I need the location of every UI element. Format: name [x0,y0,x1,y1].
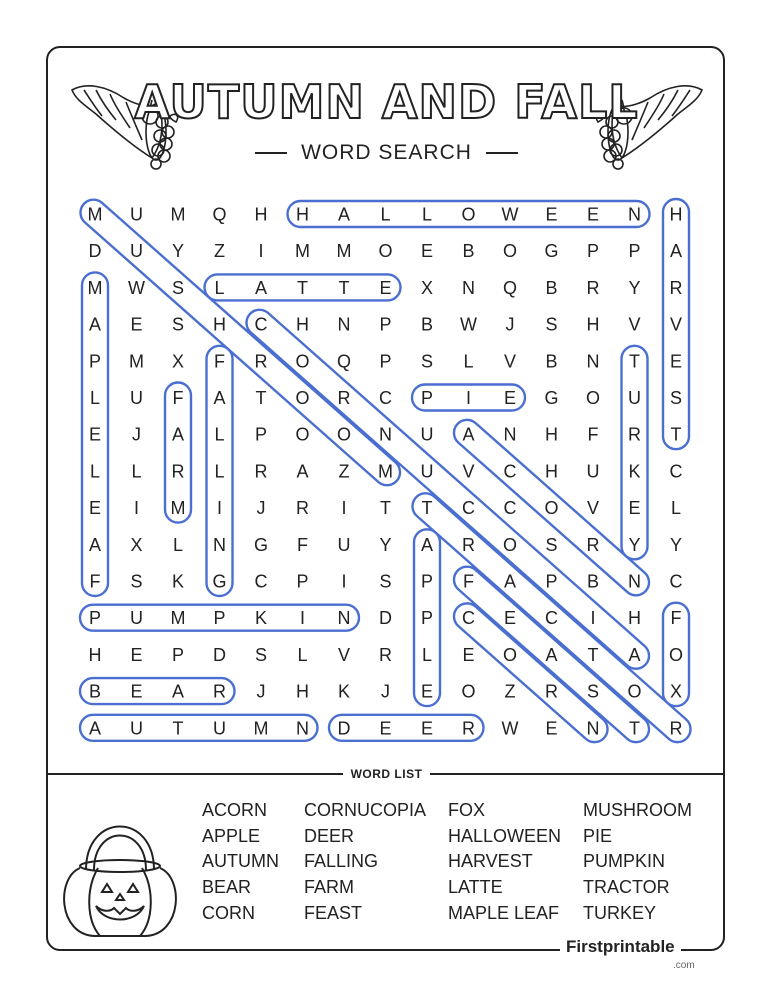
brand-domain: .com [673,960,695,971]
grid-letter[interactable]: G [253,534,269,555]
grid-letter[interactable]: T [297,277,308,298]
grid-letter[interactable]: B [88,681,102,702]
grid-letter[interactable]: R [669,277,683,298]
grid-letter[interactable]: P [628,241,641,262]
grid-letter[interactable]: S [130,571,143,592]
grid-letter[interactable]: E [379,277,392,298]
grid-letter[interactable]: I [341,498,347,519]
word-list-label: WORD LIST [343,767,431,781]
word-list-item: TURKEY [583,902,657,923]
grid-letter[interactable]: I [465,388,472,408]
grid-letter[interactable]: L [421,644,433,665]
word-list-item: FALLING [304,851,379,872]
grid-letter[interactable]: L [463,351,474,372]
grid-letter[interactable]: M [170,204,186,225]
grid-letter[interactable]: K [171,571,185,592]
grid-letter[interactable]: L [172,534,184,555]
grid-letter[interactable]: Z [338,461,350,482]
grid-letter[interactable]: L [89,461,101,482]
grid-letter[interactable]: H [296,681,309,702]
grid-letter[interactable]: U [130,388,143,408]
grid-letter[interactable]: D [88,241,102,262]
grid-letter[interactable]: O [502,241,518,262]
grid-letter[interactable]: S [669,388,683,408]
grid-letter[interactable]: O [295,388,310,408]
grid-letter[interactable]: R [628,424,641,445]
grid-letter[interactable]: M [129,351,144,372]
grid-letter[interactable]: K [337,681,351,702]
word-list-item: AUTUMN [202,851,279,872]
grid-letter[interactable]: S [171,314,185,335]
grid-letter[interactable]: E [628,498,641,519]
grid-letter[interactable]: E [669,351,683,372]
found-word-ring [75,194,405,490]
grid-letter[interactable]: B [586,571,600,592]
word-list-item: HALLOWEEN [448,825,562,846]
grid-letter[interactable]: Z [504,681,516,702]
grid-letter[interactable]: X [420,277,434,298]
grid-letter[interactable]: F [214,351,225,372]
grid-letter[interactable]: I [341,571,347,592]
grid-letter[interactable]: E [420,718,434,739]
found-word-ring [329,715,484,741]
grid-letter[interactable]: P [420,608,434,629]
word-list-item: PIE [583,825,613,846]
grid-letter[interactable]: E [545,204,558,225]
grid-letter[interactable]: C [545,608,558,629]
grid-letter[interactable]: L [421,204,433,225]
grid-letter[interactable]: G [544,388,559,408]
grid-letter[interactable]: A [669,241,683,262]
grid-letter[interactable]: M [87,277,103,298]
grid-letter[interactable]: R [379,644,392,665]
grid-letter[interactable]: F [297,534,308,555]
grid-letter[interactable]: D [337,718,351,739]
grid-letter[interactable]: E [379,718,392,739]
grid-letter[interactable]: V [586,498,600,519]
grid-letter[interactable]: O [295,351,310,372]
word-list-item: MAPLE LEAF [448,902,560,923]
grid-letter[interactable]: S [379,571,392,592]
grid-letter[interactable]: C [503,498,517,519]
grid-letter[interactable]: E [545,718,558,739]
grid-letter[interactable]: B [545,351,558,372]
grid-letter[interactable]: C [462,608,475,629]
grid-letter[interactable]: C [669,571,683,592]
grid-letter[interactable]: P [379,351,392,372]
grid-letter[interactable]: O [502,534,518,555]
grid-letter[interactable]: Y [669,534,683,555]
grid-letter[interactable]: L [214,461,225,482]
pumpkin-basket-icon [60,808,180,938]
grid-letter[interactable]: P [213,608,226,629]
word-list-item: CORN [202,902,255,923]
word-list-item: TRACTOR [583,877,670,898]
grid-letter[interactable]: R [586,277,600,298]
grid-letter[interactable]: N [379,424,392,445]
grid-letter[interactable]: O [378,241,393,262]
word-list-item: HARVEST [448,851,533,872]
grid-letter[interactable]: U [213,718,226,739]
brand-logo[interactable]: Firstprintable [560,937,681,957]
grid-letter[interactable]: T [629,351,640,372]
word-list-item: PUMPKIN [583,851,666,872]
grid-letter[interactable]: R [586,534,600,555]
grid-letter[interactable]: T [670,424,682,445]
grid-letter[interactable]: M [87,204,103,225]
grid-letter[interactable]: H [88,644,102,665]
grid-letter[interactable]: N [296,718,309,739]
grid-letter[interactable]: O [502,644,518,665]
grid-letter[interactable]: N [337,608,351,629]
grid-letter[interactable]: P [88,351,102,372]
grid-letter[interactable]: T [421,498,433,519]
grid-letter[interactable]: N [586,351,600,372]
grid-letter[interactable]: X [130,534,143,555]
grid-letter[interactable]: S [586,681,600,702]
grid-letter[interactable]: U [130,608,143,629]
grid-letter[interactable]: C [503,461,517,482]
grid-letter[interactable]: L [297,644,308,665]
grid-letter[interactable]: C [669,461,683,482]
grid-letter[interactable]: A [296,461,309,482]
grid-letter[interactable]: V [337,644,351,665]
grid-letter[interactable]: A [88,534,102,555]
grid-letter[interactable]: C [254,571,268,592]
grid-letter[interactable]: N [628,204,641,225]
grid-letter[interactable]: O [544,498,559,519]
grid-letter[interactable]: D [213,644,226,665]
grid-letter[interactable]: Y [628,534,641,555]
grid-letter[interactable]: W [460,314,477,335]
grid-letter[interactable]: A [545,644,558,665]
grid-letter[interactable]: F [89,571,101,592]
grid-letter[interactable]: H [296,314,309,335]
grid-letter[interactable]: C [379,388,392,408]
grid-letter[interactable]: V [628,314,641,335]
grid-letter[interactable]: K [254,608,268,629]
grid-letter[interactable]: E [130,644,143,665]
grid-letter[interactable]: O [295,424,310,445]
grid-letter[interactable]: A [503,571,517,592]
grid-letter[interactable]: N [503,424,517,445]
grid-letter[interactable]: F [463,571,474,592]
grid-letter[interactable]: P [545,571,558,592]
word-list-column-2 [304,798,426,927]
grid-letter[interactable]: L [670,498,682,519]
grid-letter[interactable]: U [628,388,641,408]
grid-letter[interactable]: W [501,718,519,739]
grid-letter[interactable]: V [669,314,683,335]
grid-letter[interactable]: R [213,681,226,702]
grid-letter[interactable]: E [420,681,434,702]
grid-letter[interactable]: U [420,461,434,482]
grid-letter[interactable]: A [254,277,268,298]
grid-letter[interactable]: E [462,644,475,665]
grid-letter[interactable]: Q [336,351,352,372]
grid-letter[interactable]: P [379,314,392,335]
grid-letter[interactable]: A [213,388,226,408]
grid-letter[interactable]: T [255,388,267,408]
grid-letter[interactable]: O [461,204,476,225]
word-list-item: ACORN [202,800,268,820]
grid-letter[interactable]: N [628,571,641,592]
grid-letter[interactable]: U [586,461,600,482]
grid-letter[interactable]: M [253,718,269,739]
grid-letter[interactable]: R [254,351,268,372]
grid-letter[interactable]: C [462,498,475,519]
found-word-ring [622,346,648,560]
grid-letter[interactable]: J [256,681,266,702]
grid-letter[interactable]: U [130,204,143,225]
word-list-heading [0,765,773,783]
grid-letter[interactable]: A [171,681,185,702]
page-title: AUTUMN AND FALL [134,75,639,129]
grid-letter[interactable]: C [254,314,268,335]
grid-letter[interactable]: N [462,277,475,298]
word-list-item: CORNUCOPIA [304,800,427,820]
grid-letter[interactable]: B [420,314,434,335]
grid-letter[interactable]: T [172,718,184,739]
grid-letter[interactable]: E [586,204,600,225]
grid-letter[interactable]: V [462,461,475,482]
grid-letter[interactable]: I [216,498,223,519]
grid-letter[interactable]: R [545,681,558,702]
grid-letter[interactable]: B [462,241,475,262]
grid-letter[interactable]: M [336,241,352,262]
grid-letter[interactable]: A [88,718,102,739]
grid-letter[interactable]: G [544,241,559,262]
grid-letter[interactable]: O [585,388,601,408]
grid-letter[interactable]: T [587,644,599,665]
word-list-column-3 [448,798,561,927]
grid-letter[interactable]: M [170,498,186,519]
grid-letter[interactable]: H [545,461,558,482]
grid-letter[interactable]: H [213,314,226,335]
grid-letter[interactable]: S [545,534,558,555]
grid-letter[interactable]: P [420,388,434,408]
grid-letter[interactable]: M [295,241,310,262]
grid-letter[interactable]: S [420,351,434,372]
grid-letter[interactable]: R [254,461,268,482]
grid-letter[interactable]: O [336,424,352,445]
grid-letter[interactable]: V [503,351,517,372]
word-list-column-4 [583,798,692,927]
grid-letter[interactable]: K [628,461,641,482]
grid-letter[interactable]: F [172,388,184,408]
grid-letter[interactable]: G [212,571,227,592]
word-list-item: DEER [304,825,355,846]
grid-letter[interactable]: R [171,461,185,482]
grid-letter[interactable]: W [128,277,145,298]
grid-letter[interactable]: E [503,608,517,629]
grid-letter[interactable]: M [170,608,186,629]
grid-letter[interactable]: Q [212,204,227,225]
grid-letter[interactable]: E [130,681,143,702]
grid-letter[interactable]: W [501,204,519,225]
grid-letter[interactable]: R [669,718,683,739]
grid-letter[interactable]: Q [502,277,518,298]
grid-letter[interactable]: P [296,571,309,592]
grid-letter[interactable]: E [130,314,143,335]
grid-letter[interactable]: F [670,608,682,629]
grid-letter[interactable]: T [380,498,391,519]
grid-letter[interactable]: E [88,498,102,519]
grid-letter[interactable]: X [669,681,683,702]
grid-letter[interactable]: P [586,241,600,262]
grid-letter[interactable]: P [254,424,268,445]
grid-letter[interactable]: N [337,314,351,335]
grid-letter[interactable]: H [545,424,558,445]
grid-letter[interactable]: P [171,644,185,665]
word-list-item: BEAR [202,877,252,898]
word-list-item: APPLE [202,825,261,846]
grid-letter[interactable]: E [503,388,517,408]
grid-letter[interactable]: Y [379,534,392,555]
grid-letter[interactable]: I [258,241,264,262]
word-list-column-1 [202,798,279,927]
grid-letter[interactable]: A [420,534,434,555]
grid-letter[interactable]: S [545,314,558,335]
grid-letter[interactable]: H [296,204,309,225]
grid-letter[interactable]: U [130,718,143,739]
grid-letter[interactable]: A [628,644,641,665]
grid-letter[interactable]: B [545,277,558,298]
word-list-item: MUSHROOM [583,800,692,820]
grid-letter[interactable]: J [505,314,515,335]
grid-letter[interactable]: U [337,534,351,555]
grid-letter[interactable]: T [629,718,640,739]
grid-letter[interactable]: A [171,424,185,445]
grid-letter[interactable]: I [133,498,140,519]
found-word-ring [80,678,235,704]
grid-letter[interactable]: H [628,608,641,629]
grid-letter[interactable]: X [171,351,185,372]
grid-letter[interactable]: R [462,534,475,555]
grid-letter[interactable]: R [462,718,475,739]
word-list-item: FARM [304,877,355,898]
grid-letter[interactable]: D [379,608,392,629]
grid-letter[interactable]: J [256,498,266,519]
grid-letter[interactable]: I [590,608,596,629]
grid-letter[interactable]: Z [214,241,225,262]
grid-letter[interactable]: J [381,681,390,702]
grid-letter[interactable]: S [171,277,185,298]
grid-letter[interactable]: P [420,571,434,592]
grid-letter[interactable]: A [462,424,475,445]
grid-letter[interactable]: H [586,314,600,335]
found-word-ring [80,715,318,741]
grid-letter[interactable]: P [88,608,102,629]
grid-letter[interactable]: L [214,277,225,298]
grid-letter[interactable]: A [88,314,102,335]
grid-letter[interactable]: Y [628,277,641,298]
grid-letter[interactable]: U [420,424,434,445]
grid-letter[interactable]: L [89,388,101,408]
grid-letter[interactable]: R [296,498,309,519]
grid-letter[interactable]: L [380,204,391,225]
grid-letter[interactable]: O [461,681,476,702]
grid-letter[interactable]: S [254,644,268,665]
grid-letter[interactable]: O [668,644,684,665]
grid-letter[interactable]: L [214,424,225,445]
word-list-item: FEAST [304,902,363,923]
word-list-item: FOX [448,800,486,820]
grid-letter[interactable]: M [378,461,393,482]
grid-letter[interactable]: Y [171,241,185,262]
grid-letter[interactable]: L [131,461,142,482]
grid-letter[interactable]: T [338,277,350,298]
grid-letter[interactable]: A [337,204,351,225]
grid-letter[interactable]: E [88,424,102,445]
grid-letter[interactable]: U [130,241,143,262]
grid-letter[interactable]: O [627,681,642,702]
subtitle-text: WORD SEARCH [301,141,472,164]
grid-letter[interactable]: H [254,204,268,225]
grid-letter[interactable]: E [420,241,434,262]
grid-letter[interactable]: R [337,388,351,408]
word-list-item: LATTE [448,877,503,898]
grid-letter[interactable]: J [132,424,141,445]
grid-letter[interactable]: F [587,424,599,445]
grid-letter[interactable]: N [586,718,600,739]
grid-letter[interactable]: N [213,534,226,555]
grid-letter[interactable]: H [669,204,683,225]
grid-letter[interactable]: I [299,608,306,629]
